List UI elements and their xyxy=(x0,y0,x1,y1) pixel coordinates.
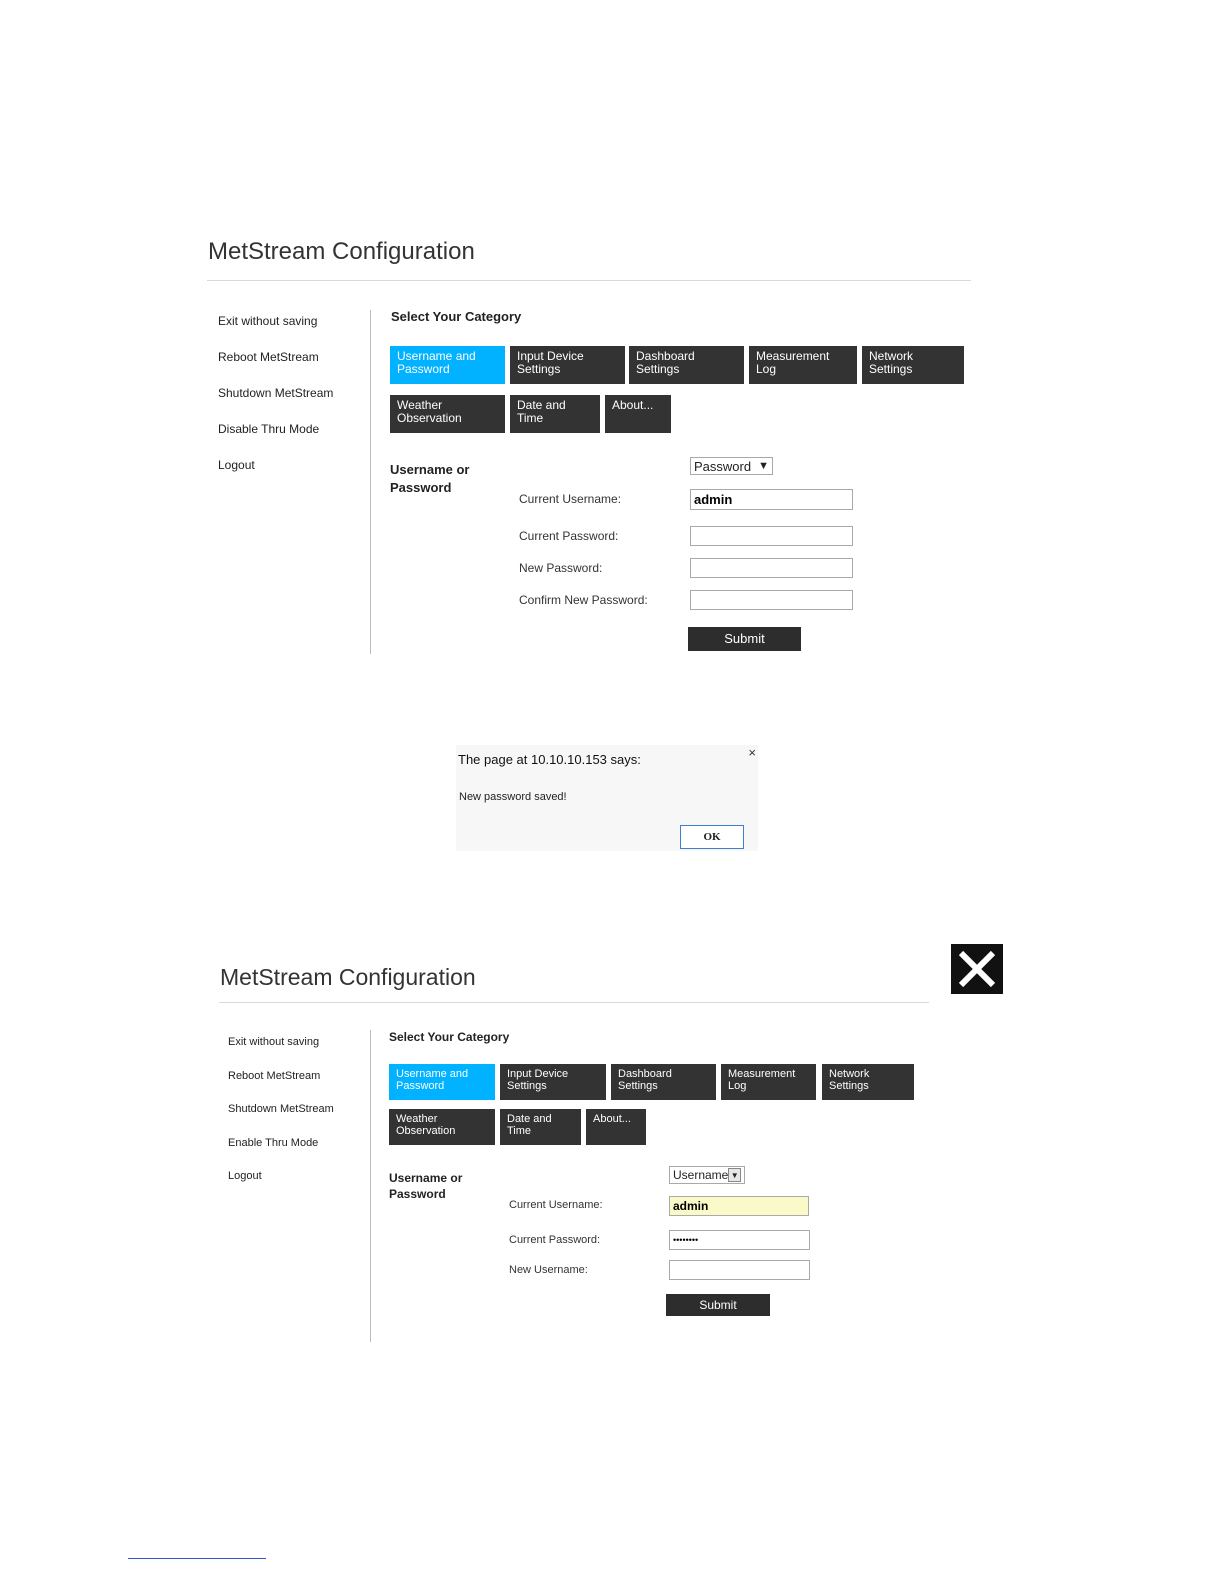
nav-shutdown[interactable]: Shutdown MetStream xyxy=(228,1103,334,1115)
nav-thru-mode[interactable]: Enable Thru Mode xyxy=(228,1137,319,1149)
tab-weather-observation[interactable]: Weather Observation xyxy=(389,1109,495,1145)
mode-select[interactable] xyxy=(690,457,773,475)
submit-button[interactable]: Submit xyxy=(688,627,801,651)
tab-dashboard-settings[interactable]: Dashboard Settings xyxy=(629,346,744,384)
title-divider xyxy=(219,1002,929,1003)
tab-weather-observation[interactable]: Weather Observation xyxy=(390,395,505,433)
nav-logout[interactable]: Logout xyxy=(218,458,255,472)
confirm-password-input[interactable] xyxy=(690,590,853,610)
nav-shutdown[interactable]: Shutdown MetStream xyxy=(218,386,334,400)
field-label-new-username: New Username: xyxy=(509,1264,588,1276)
new-password-input[interactable] xyxy=(690,558,853,578)
chevron-down-icon: ▼ xyxy=(758,460,769,472)
close-icon[interactable]: × xyxy=(748,745,756,760)
footer-link-underline xyxy=(128,1558,266,1559)
dialog-message: New password saved! xyxy=(459,791,567,803)
field-label-current-username: Current Username: xyxy=(509,1199,603,1211)
section-label: Username or Password xyxy=(389,1171,463,1202)
field-label-current-password: Current Password: xyxy=(509,1234,601,1246)
tab-username-password[interactable]: Username and Password xyxy=(389,1064,495,1100)
current-password-input[interactable] xyxy=(690,526,853,546)
tab-date-and-time[interactable]: Date and Time xyxy=(500,1109,581,1145)
nav-thru-mode[interactable]: Disable Thru Mode xyxy=(218,422,320,436)
nav-divider xyxy=(370,1030,371,1342)
ok-button[interactable]: OK xyxy=(680,825,744,849)
tab-date-and-time[interactable]: Date and Time xyxy=(510,395,600,433)
tab-measurement-log[interactable]: Measurement Log xyxy=(749,346,857,384)
nav-exit-without-saving[interactable]: Exit without saving xyxy=(228,1036,320,1048)
tab-about[interactable]: About... xyxy=(586,1109,646,1145)
tab-input-device-settings[interactable]: Input Device Settings xyxy=(510,346,625,384)
category-heading: Select Your Category xyxy=(391,309,522,324)
tab-about[interactable]: About... xyxy=(605,395,671,433)
nav-exit-without-saving[interactable]: Exit without saving xyxy=(218,314,318,328)
category-heading: Select Your Category xyxy=(389,1030,510,1044)
chevron-down-icon: ▼ xyxy=(728,1168,741,1182)
tab-dashboard-settings[interactable]: Dashboard Settings xyxy=(611,1064,716,1100)
dialog-title: The page at 10.10.10.153 says: xyxy=(458,752,641,767)
mode-select[interactable] xyxy=(669,1166,745,1184)
mode-select-value: Password xyxy=(694,458,752,474)
nav-reboot[interactable]: Reboot MetStream xyxy=(218,350,319,364)
nav-divider xyxy=(370,310,371,654)
mode-select-value: Username xyxy=(673,1168,729,1182)
submit-button[interactable]: Submit xyxy=(666,1294,770,1316)
current-password-input[interactable] xyxy=(669,1230,810,1250)
page-title: MetStream Configuration xyxy=(220,964,476,990)
close-x-icon[interactable] xyxy=(951,944,1003,994)
nav-logout[interactable]: Logout xyxy=(228,1170,262,1182)
section-label: Username or Password xyxy=(390,462,470,495)
tab-input-device-settings[interactable]: Input Device Settings xyxy=(500,1064,606,1100)
tab-username-password[interactable]: Username and Password xyxy=(390,346,505,384)
nav-reboot[interactable]: Reboot MetStream xyxy=(228,1070,321,1082)
new-username-input[interactable] xyxy=(669,1260,810,1280)
page-title: MetStream Configuration xyxy=(208,238,475,265)
tab-network-settings[interactable]: Network Settings xyxy=(822,1064,914,1100)
field-label-current-username: Current Username: xyxy=(519,492,622,506)
tab-network-settings[interactable]: Network Settings xyxy=(862,346,964,384)
title-divider xyxy=(207,280,971,281)
alert-dialog xyxy=(456,745,758,851)
tab-measurement-log[interactable]: Measurement Log xyxy=(721,1064,816,1100)
field-label-current-password: Current Password: xyxy=(519,529,619,543)
current-username-input[interactable] xyxy=(669,1196,809,1216)
field-label-confirm-password: Confirm New Password: xyxy=(519,593,648,607)
field-label-new-password: New Password: xyxy=(519,561,603,575)
current-username-input[interactable] xyxy=(690,489,853,510)
